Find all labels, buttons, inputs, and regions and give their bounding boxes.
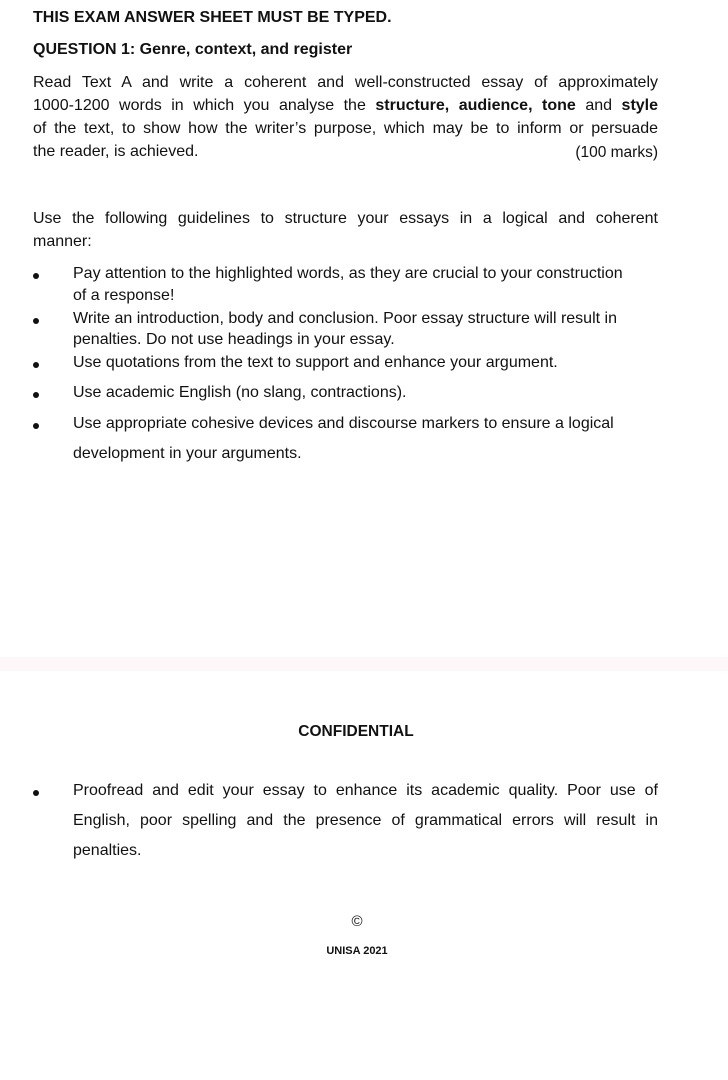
bullet-icon bbox=[33, 790, 39, 796]
bullet-icon bbox=[33, 392, 39, 398]
bullet-icon bbox=[33, 273, 39, 279]
guideline-4: Use academic English (no slang, contractions). bbox=[73, 384, 407, 401]
guideline-2-line-1: Write an introduction, body and conclusion. Poor essay structure will result in bbox=[73, 310, 617, 327]
instruction-text: and bbox=[575, 97, 622, 114]
guideline-1-line-2: of a response! bbox=[73, 287, 175, 304]
bullet-icon bbox=[33, 318, 39, 324]
instruction-line-2 bbox=[33, 97, 658, 115]
bullet-icon bbox=[33, 362, 39, 368]
marks-label: (100 marks) bbox=[575, 144, 658, 161]
copyright-icon: © bbox=[351, 913, 363, 930]
instruction-text: 1000-1200 words in which you analyse the bbox=[33, 97, 376, 114]
question-heading: QUESTION 1: Genre, context, and register bbox=[33, 41, 353, 58]
guideline-2-line-2: penalties. Do not use headings in your essay. bbox=[73, 331, 395, 348]
instruction-line-4: the reader, is achieved. bbox=[33, 143, 199, 160]
guideline-5-line-2: development in your arguments. bbox=[73, 445, 302, 462]
guideline-5-line-1: Use appropriate cohesive devices and discourse markers to ensure a logical bbox=[73, 415, 614, 432]
instruction-line-1: Read Text A and write a coherent and well-constructed essay of approximately bbox=[33, 74, 658, 91]
instruction-line-3: of the text, to show how the writer’s purpose, which may be to inform or persuade bbox=[33, 120, 658, 137]
bullet-icon bbox=[33, 423, 39, 429]
page-break bbox=[0, 657, 728, 671]
highlighted-word: style bbox=[621, 97, 659, 114]
guideline-1-line-1: Pay attention to the highlighted words, as they are crucial to your construction bbox=[73, 265, 623, 282]
guideline-3: Use quotations from the text to support and enhance your argument. bbox=[73, 354, 558, 371]
proofread-line-3: penalties. bbox=[73, 842, 142, 859]
sheet-title: THIS EXAM ANSWER SHEET MUST BE TYPED. bbox=[33, 9, 392, 26]
confidential-label: CONFIDENTIAL bbox=[298, 723, 414, 740]
proofread-line-2: English, poor spelling and the presence of grammatical errors will result in bbox=[73, 812, 658, 829]
guidelines-intro-line-2: manner: bbox=[33, 233, 92, 250]
footer-label: UNISA 2021 bbox=[326, 945, 388, 957]
proofread-line-1: Proofread and edit your essay to enhance its academic quality. Poor use of bbox=[73, 782, 658, 799]
highlighted-words: structure, audience, tone bbox=[375, 97, 576, 114]
guidelines-intro-line-1: Use the following guidelines to structure your essays in a logical and coherent bbox=[33, 210, 658, 227]
